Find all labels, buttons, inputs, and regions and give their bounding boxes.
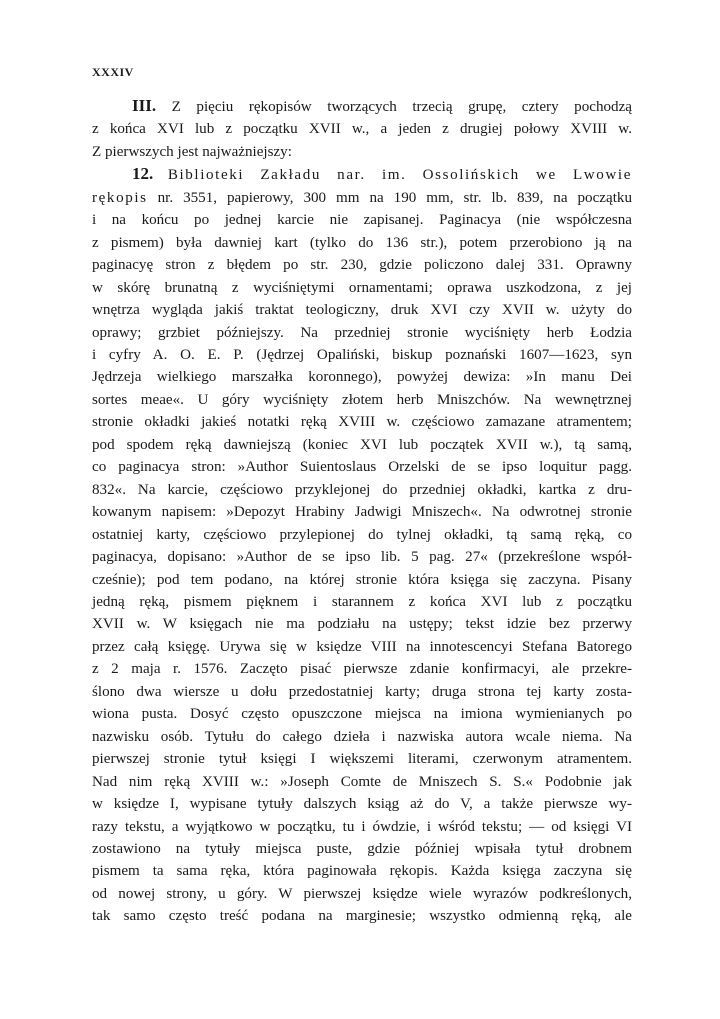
text-line: pod spodem ręką dawniejszą (koniec XVI lub początek XVII w.), tą samą, <box>92 436 632 453</box>
text-line: Z pierwszych jest najważniejszy: <box>92 143 292 160</box>
text-line: XVII w. W księgach nie ma podziału na ustępy; tekst idzie bez przerwy <box>92 616 632 633</box>
text-line: Nad nim ręką XVIII w.: »Joseph Comte de Mniszech S. S.« Podobnie jak <box>92 773 632 790</box>
text-line: 832«. Na karcie, częściowo przyklejonej do przedniej okładki, kartka z dru- <box>92 481 632 498</box>
text-line: z 2 maja r. 1576. Zaczęto pisać pierwsze zdanie konfirmacyi, ale przekre- <box>92 661 632 678</box>
section-marker: III. <box>132 96 157 115</box>
body-text <box>92 95 632 928</box>
text-line: i na końcu po jednej karcie nie zapisanej. Paginacya (nie współczesna <box>92 212 632 229</box>
text-line: Jędrzeja wielkiego marszałka koronnego), powyżej dewiza: »In manu Dei <box>92 369 632 386</box>
text-line: oprawy; grzbiet późniejszy. Na przedniej stronie wyciśnięty herb Łodzia <box>92 324 632 341</box>
page-number: XXXIV <box>92 65 134 79</box>
text-line: ślono dwa wiersze u dołu przedostatniej karty; druga strona tej karty zosta- <box>92 683 632 700</box>
text-line: jedną ręką, pismem pięknem i starannem z końca XVI lub z początku <box>92 593 632 610</box>
text-line: nazwisku osób. Tytułu do całego dzieła i nazwiska autora wcale niema. Na <box>92 728 632 745</box>
text-line: z pismem) była dawniej kart (tylko do 136 str.), potem przerobiono ją na <box>92 234 632 251</box>
text-line: razy tekstu, a wyjątkowo w początku, tu i ówdzie, i wśród tekstu; — od księgi VI <box>92 818 632 835</box>
text-line: pierwszej stronie tytuł księgi I większemi literami, czerwonym atramentem. <box>92 751 632 768</box>
text-segment: rękopis <box>92 189 148 206</box>
text-line: od nowej strony, u góry. W pierwszej księdze wiele wyrazów podkreślonych, <box>92 885 632 902</box>
text-segment: Z pięciu rękopisów tworzących trzecią grupę, cztery pochodzą <box>171 99 633 115</box>
text-line: paginacyę stron z błędem po str. 230, gdzie policzono dalej 331. Oprawny <box>92 257 632 274</box>
entry-number: 12. <box>132 164 154 184</box>
text-line: paginacya, dopisano: »Author de se ipso lib. 5 pag. 27« (przekreślone współ- <box>92 549 632 566</box>
text-line: z końca XVI lub z początku XVII w., a jeden z drugiej połowy XVIII w. <box>92 121 632 138</box>
text-line: co paginacya stron: »Author Suientoslaus Orzelski de se ipso loquitur pagg. <box>92 459 632 476</box>
text-line: w skórę brunatną z wyciśniętymi ornamentami; oprawa uszkodzona, z jej <box>92 279 632 296</box>
text-line: przez całą księgę. Urywa się w księdze VIII na innotescencyi Stefana Batorego <box>92 638 632 655</box>
text-line: w księdze I, wypisane tytuły dalszych ksiąg aż do V, a także pierwsze wy- <box>92 796 632 813</box>
text-line <box>92 95 632 118</box>
entry-heading: Biblioteki Zakładu nar. im. Ossolińskich we Lwowie <box>167 167 633 184</box>
text-line: cześnie); pod tem podano, na której stronie która księga się zaczyna. Pisany <box>92 571 632 588</box>
text-line: ostatniej karty, częściowo przylepionej do tylnej okładki, tą samą ręką, co <box>92 526 632 543</box>
text-line: sortes meae«. U góry wyciśnięty złotem herb Mniszchów. Na wewnętrznej <box>92 391 632 408</box>
text-line: zostawiono na tytuły miejsca puste, gdzie później wpisała tytuł drobnem <box>92 840 632 857</box>
text-line: tak samo często treść podana na marginesie; wszystko odmienną ręką, ale <box>92 908 632 925</box>
text-line: wnętrza wygląda jakiś traktat teologiczny, druk XVI czy XVII w. użyty do <box>92 302 632 319</box>
text-line: kowanym napisem: »Depozyt Hrabiny Jadwigi Mniszech«. Na odwrotnej stronie <box>92 504 632 521</box>
text-line: wiona pusta. Dosyć często opuszczone miejsca na imiona wymienianych po <box>92 706 632 723</box>
text-segment: nr. 3551, papierowy, 300 mm na 190 mm, str. lb. 839, na początku <box>157 189 632 206</box>
text-line <box>92 163 632 186</box>
text-line: i cyfry A. O. E. P. (Jędrzej Opaliński, biskup poznański 1607—1623, syn <box>92 346 632 363</box>
text-line <box>92 187 632 209</box>
text-line: pismem ta sama ręka, która paginowała rękopis. Każda księga zaczyna się <box>92 863 632 880</box>
text-line: stronie okładki jakieś notatki ręką XVIII w. częściowo zamazane atramentem; <box>92 414 632 431</box>
